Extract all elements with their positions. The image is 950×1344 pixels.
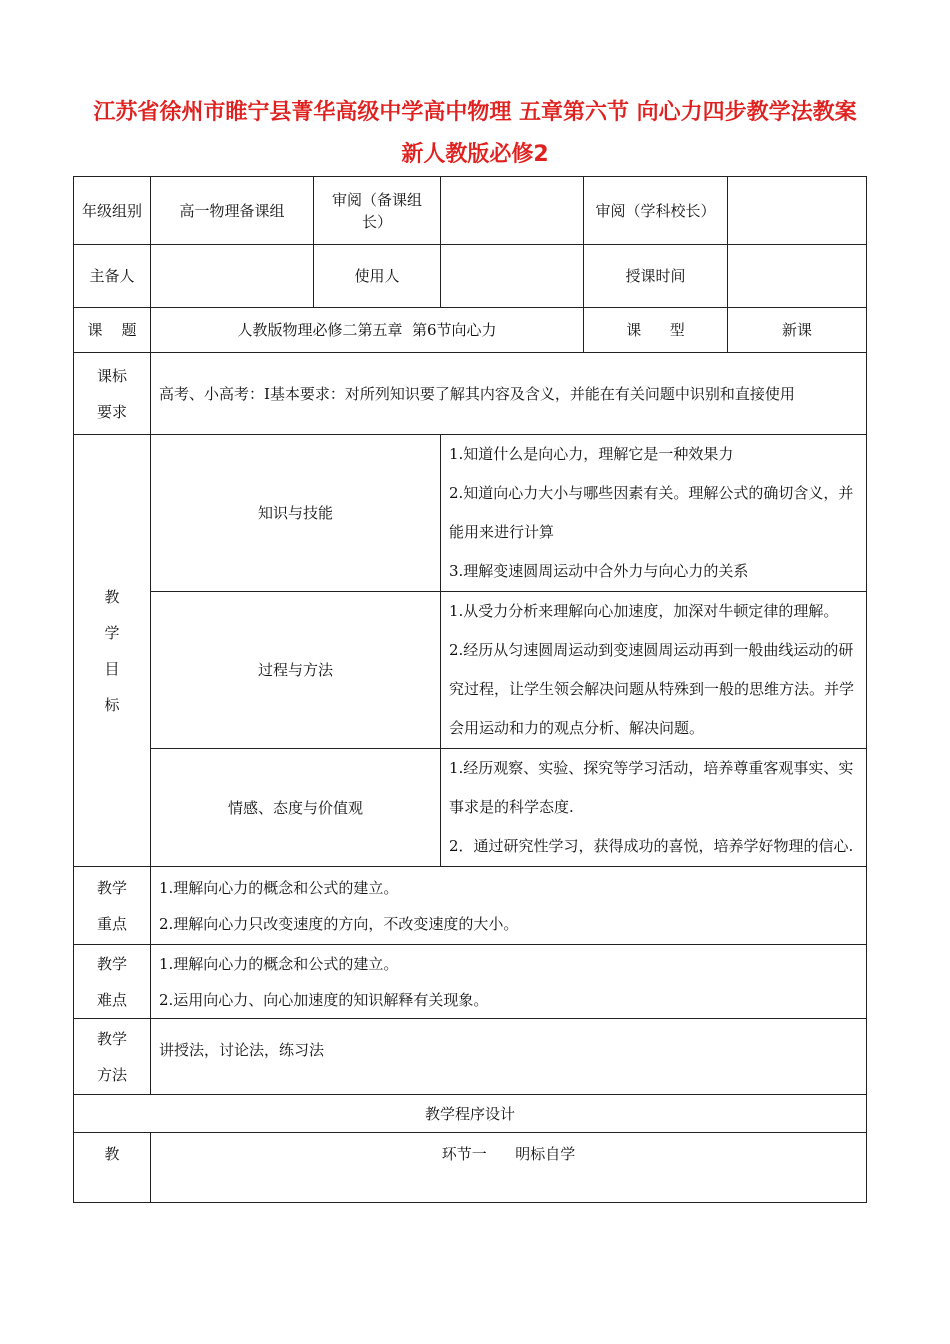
standard-label [74,353,151,435]
objective-row-knowledge [74,435,867,592]
standard-row [74,353,867,435]
methods-text: 讲授法，讨论法，练习法 [151,1019,867,1095]
review-group-leader-label: 审阅（备课组长） [314,177,441,245]
user-label: 使用人 [314,245,441,308]
standard-text: 高考、小高考：Ⅰ基本要求：对所列知识要了解其内容及含义，并能在有关问题中识别和直接使用 [159,384,795,403]
methods-row [74,1019,867,1095]
review-principal-label: 审阅（学科校长） [584,177,728,245]
header-row-grade [74,177,867,245]
key-points-cell [151,867,867,945]
grade-value: 高一物理备课组 [151,177,314,245]
objective-items-cell [441,749,867,867]
review-principal-value [728,177,867,245]
difficulties-label-line: 难点 [96,990,127,1009]
header-row-preparer [74,245,867,308]
procedure-row [74,1133,867,1203]
lesson-plan-table [73,176,867,1203]
objective-item: 1.经历观察、实验、探究等学习活动，培养尊重客观事实、实事求是的科学态度. [449,759,854,816]
procedure-heading: 教学程序设计 [74,1095,867,1133]
standard-label-line: 课标 [96,366,127,385]
key-points-label [74,867,151,945]
objective-row-process [74,592,867,749]
methods-label-line: 教学 [96,1029,127,1048]
preparer-value [151,245,314,308]
procedure-row-label: 教 [74,1133,151,1203]
topic-label: 课 题 [74,308,151,353]
teaching-time-label: 授课时间 [584,245,728,308]
lesson-type-label: 课 型 [584,308,728,353]
procedure-section-title: 环节一 明标自学 [151,1133,867,1203]
standard-text-cell [151,353,867,435]
standard-label-line: 要求 [96,402,127,421]
objective-item: 2.经历从匀速圆周运动到变速圆周运动再到一般曲线运动的研究过程，让学生领会解决问题从特殊到一般的思维方法。并学会用运动和力的观点分析、解决问题。 [449,641,855,737]
objective-category: 过程与方法 [151,592,441,749]
difficulties-label-line: 教学 [96,954,127,973]
objective-items-cell [441,592,867,749]
document-title: 江苏省徐州市睢宁县菁华高级中学高中物理 五章第六节 向心力四步教学法教案 新人教版必修2 [93,100,857,167]
topic-value: 人教版物理必修二第五章 第6节向心力 [151,308,584,353]
methods-label-line: 方法 [96,1065,127,1084]
difficulties-cell [151,945,867,1019]
difficulties-row [74,945,867,1019]
objective-item: 2.知道向心力大小与哪些因素有关。理解公式的确切含义，并能用来进行计算 [449,484,854,541]
grade-label: 年级组别 [74,177,151,245]
objective-category: 知识与技能 [151,435,441,592]
header-row-topic [74,308,867,353]
objectives-label [74,435,151,867]
objective-item: 1.从受力分析来理解向心加速度，加深对牛顿定律的理解。 [449,602,839,620]
preparer-label: 主备人 [74,245,151,308]
objective-category: 情感、态度与价值观 [227,798,363,817]
objectives-label-char: 标 [104,695,120,714]
objectives-label-char: 目 [104,659,120,678]
difficulty-item: 1.理解向心力的概念和公式的建立。 [159,954,399,973]
key-point-item: 2.理解向心力只改变速度的方向，不改变速度的大小。 [159,914,519,933]
methods-label [74,1019,151,1095]
objective-items-cell [441,435,867,592]
objective-item: 3.理解变速圆周运动中合外力与向心力的关系 [449,562,749,580]
key-points-label-line: 重点 [96,914,127,933]
key-points-row [74,867,867,945]
objective-item: 2．通过研究性学习，获得成功的喜悦，培养学好物理的信心. [449,837,854,855]
objectives-label-char: 教 [104,587,120,606]
objective-item: 1.知道什么是向心力，理解它是一种效果力 [449,445,734,463]
procedure-heading-row [74,1095,867,1133]
difficulty-item: 2.运用向心力、向心加速度的知识解释有关现象。 [159,990,489,1009]
user-value [441,245,584,308]
review-group-leader-value [441,177,584,245]
teaching-time-value [728,245,867,308]
objective-category-cell [151,749,441,867]
key-points-label-line: 教学 [96,878,127,897]
objective-row-attitude [74,749,867,867]
objectives-label-char: 学 [104,623,120,642]
key-point-item: 1.理解向心力的概念和公式的建立。 [159,878,399,897]
lesson-type-value: 新课 [728,308,867,353]
difficulties-label [74,945,151,1019]
